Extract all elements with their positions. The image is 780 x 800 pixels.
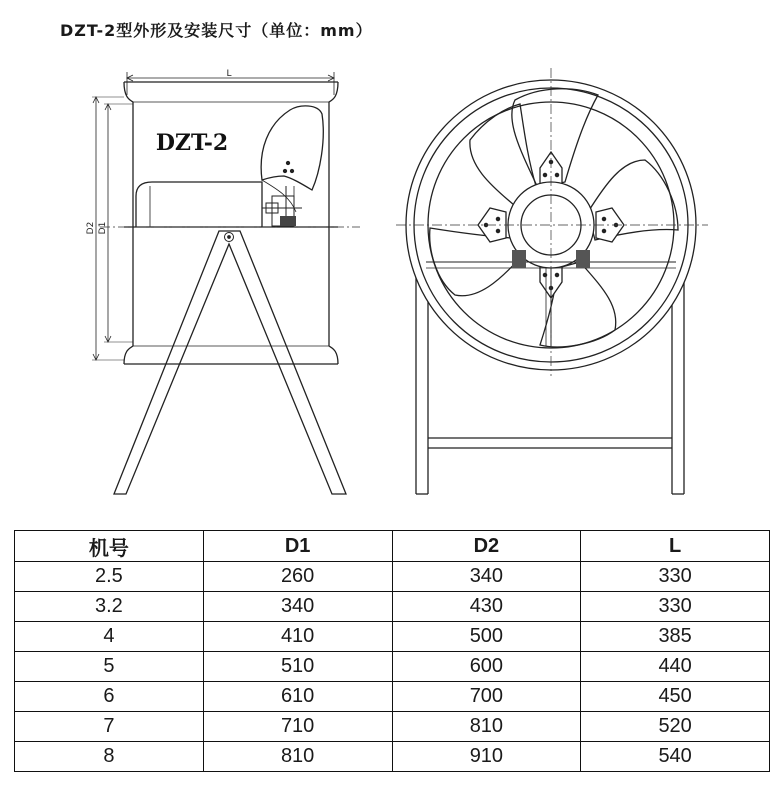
cell-d2: 500 <box>392 622 581 652</box>
cell-model-no: 5 <box>15 652 204 682</box>
fan-drawing <box>0 50 780 510</box>
cell-d2: 430 <box>392 592 581 622</box>
cell-d1: 610 <box>203 682 392 712</box>
table-header-row <box>15 531 770 562</box>
cell-d1: 510 <box>203 652 392 682</box>
header-model-no: 机号 <box>15 531 204 562</box>
cell-l: 440 <box>581 652 770 682</box>
cell-l: 330 <box>581 592 770 622</box>
table-row <box>15 652 770 682</box>
cell-d1: 410 <box>203 622 392 652</box>
page-title: DZT-2型外形及安装尺寸（单位：mm） <box>60 21 373 40</box>
cell-d1: 260 <box>203 562 392 592</box>
cell-model-no: 3.2 <box>15 592 204 622</box>
table-row <box>15 712 770 742</box>
cell-d1: 810 <box>203 742 392 772</box>
dimension-label-d1: D1 <box>98 221 108 235</box>
table-row <box>15 592 770 622</box>
table-row <box>15 742 770 772</box>
cell-d2: 340 <box>392 562 581 592</box>
cell-d1: 340 <box>203 592 392 622</box>
header-d2: D2 <box>392 531 581 562</box>
cell-l: 450 <box>581 682 770 712</box>
cell-d2: 910 <box>392 742 581 772</box>
cell-d1: 710 <box>203 712 392 742</box>
table-row <box>15 682 770 712</box>
cell-d2: 810 <box>392 712 581 742</box>
model-label: DZT-2 <box>155 130 229 156</box>
dimension-label-d2: D2 <box>86 221 96 235</box>
cell-l: 330 <box>581 562 770 592</box>
cell-d2: 600 <box>392 652 581 682</box>
cell-d2: 700 <box>392 682 581 712</box>
header-d1: D1 <box>203 531 392 562</box>
dimension-label-l: L <box>226 69 232 79</box>
cell-model-no: 2.5 <box>15 562 204 592</box>
table-row <box>15 622 770 652</box>
cell-model-no: 4 <box>15 622 204 652</box>
cell-l: 520 <box>581 712 770 742</box>
cell-model-no: 7 <box>15 712 204 742</box>
cell-l: 385 <box>581 622 770 652</box>
table-row <box>15 562 770 592</box>
cell-model-no: 8 <box>15 742 204 772</box>
cell-model-no: 6 <box>15 682 204 712</box>
cell-l: 540 <box>581 742 770 772</box>
dimension-table <box>14 530 770 772</box>
header-l: L <box>581 531 770 562</box>
